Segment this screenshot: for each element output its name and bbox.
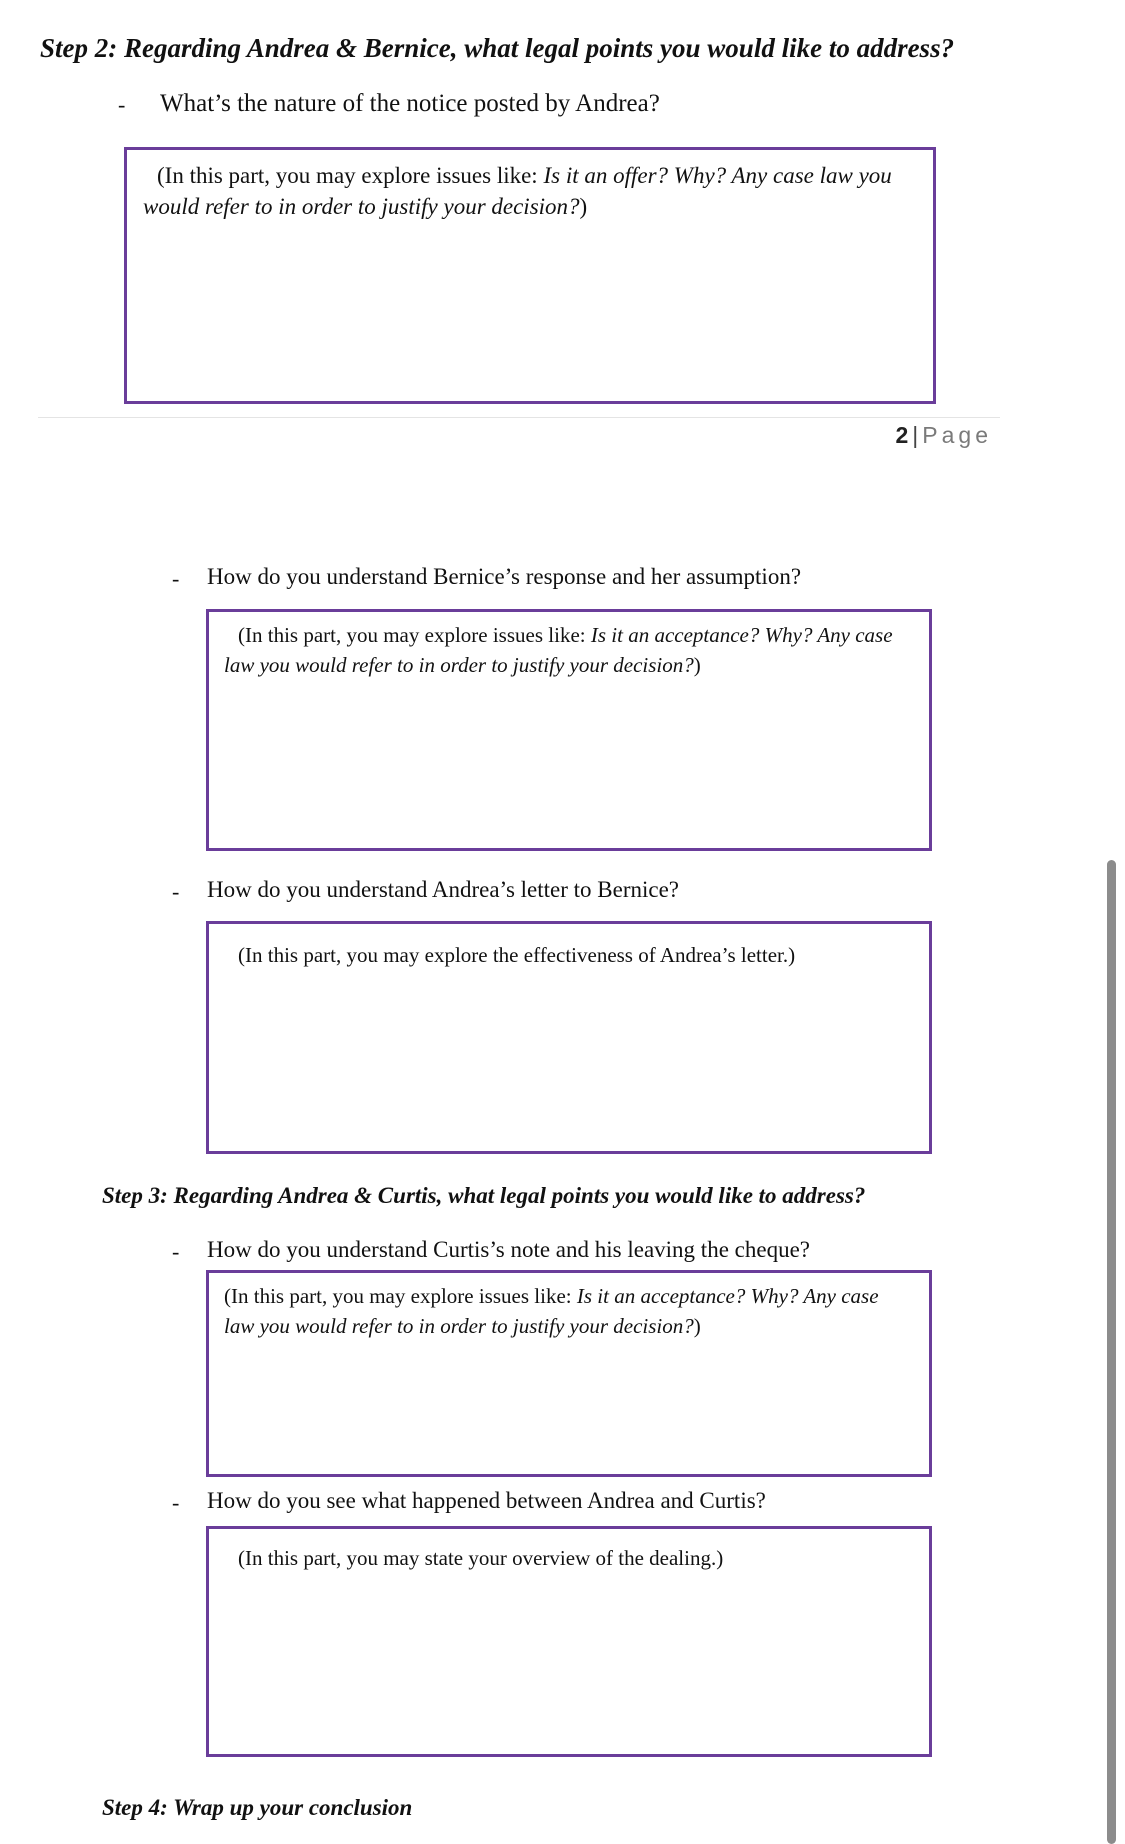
answer-box-notice-nature[interactable] <box>124 147 936 404</box>
vertical-scrollbar[interactable] <box>1107 860 1116 1844</box>
answer-box-andrea-curtis[interactable] <box>206 1526 932 1757</box>
step4-heading: Step 4: Wrap up your conclusion <box>102 1795 413 1820</box>
bullet-dash: - <box>172 1490 180 1515</box>
answer-box-andrea-letter[interactable] <box>206 921 932 1154</box>
answer-box-curtis-note[interactable] <box>206 1270 932 1477</box>
page-number: 2 <box>895 422 909 448</box>
question-andrea-letter: How do you understand Andrea’s letter to Bernice? <box>207 877 680 902</box>
step2-heading: Step 2: Regarding Andrea & Bernice, what legal points you would like to address? <box>40 33 955 63</box>
page-separator: | <box>912 422 919 448</box>
page-word: Page <box>922 422 992 448</box>
hint-text: (In this part, you may explore issues like: Is it an acceptance? Why? Any case law you would refer to in order to justify your decision?) <box>224 1284 879 1338</box>
question-andrea-curtis: How do you see what happened between Andrea and Curtis? <box>207 1488 766 1513</box>
question-curtis-note: How do you understand Curtis’s note and his leaving the cheque? <box>207 1237 810 1262</box>
answer-box-bernice-response[interactable] <box>206 609 932 851</box>
bullet-dash: - <box>118 92 126 117</box>
hint-text: (In this part, you may explore the effectiveness of Andrea’s letter.) <box>238 943 796 967</box>
bullet-dash: - <box>172 566 180 591</box>
question-bernice-response: How do you understand Bernice’s response and her assumption? <box>207 564 802 589</box>
hint-text: (In this part, you may state your overview of the dealing.) <box>238 1546 724 1570</box>
step3-heading: Step 3: Regarding Andrea & Curtis, what legal points you would like to address? <box>102 1183 866 1208</box>
bullet-dash: - <box>172 1239 180 1264</box>
hint-text: (In this part, you may explore issues like: Is it an offer? Why? Any case law you would refer to in order to justify your decision?) <box>143 163 892 219</box>
bullet-dash: - <box>172 879 180 904</box>
page-divider <box>38 417 1000 418</box>
page-footer <box>896 422 993 449</box>
question-notice-nature: What’s the nature of the notice posted by Andrea? <box>160 90 660 117</box>
hint-text: (In this part, you may explore issues like: Is it an acceptance? Why? Any case law you would refer to in order to justify your decision?) <box>224 623 893 677</box>
